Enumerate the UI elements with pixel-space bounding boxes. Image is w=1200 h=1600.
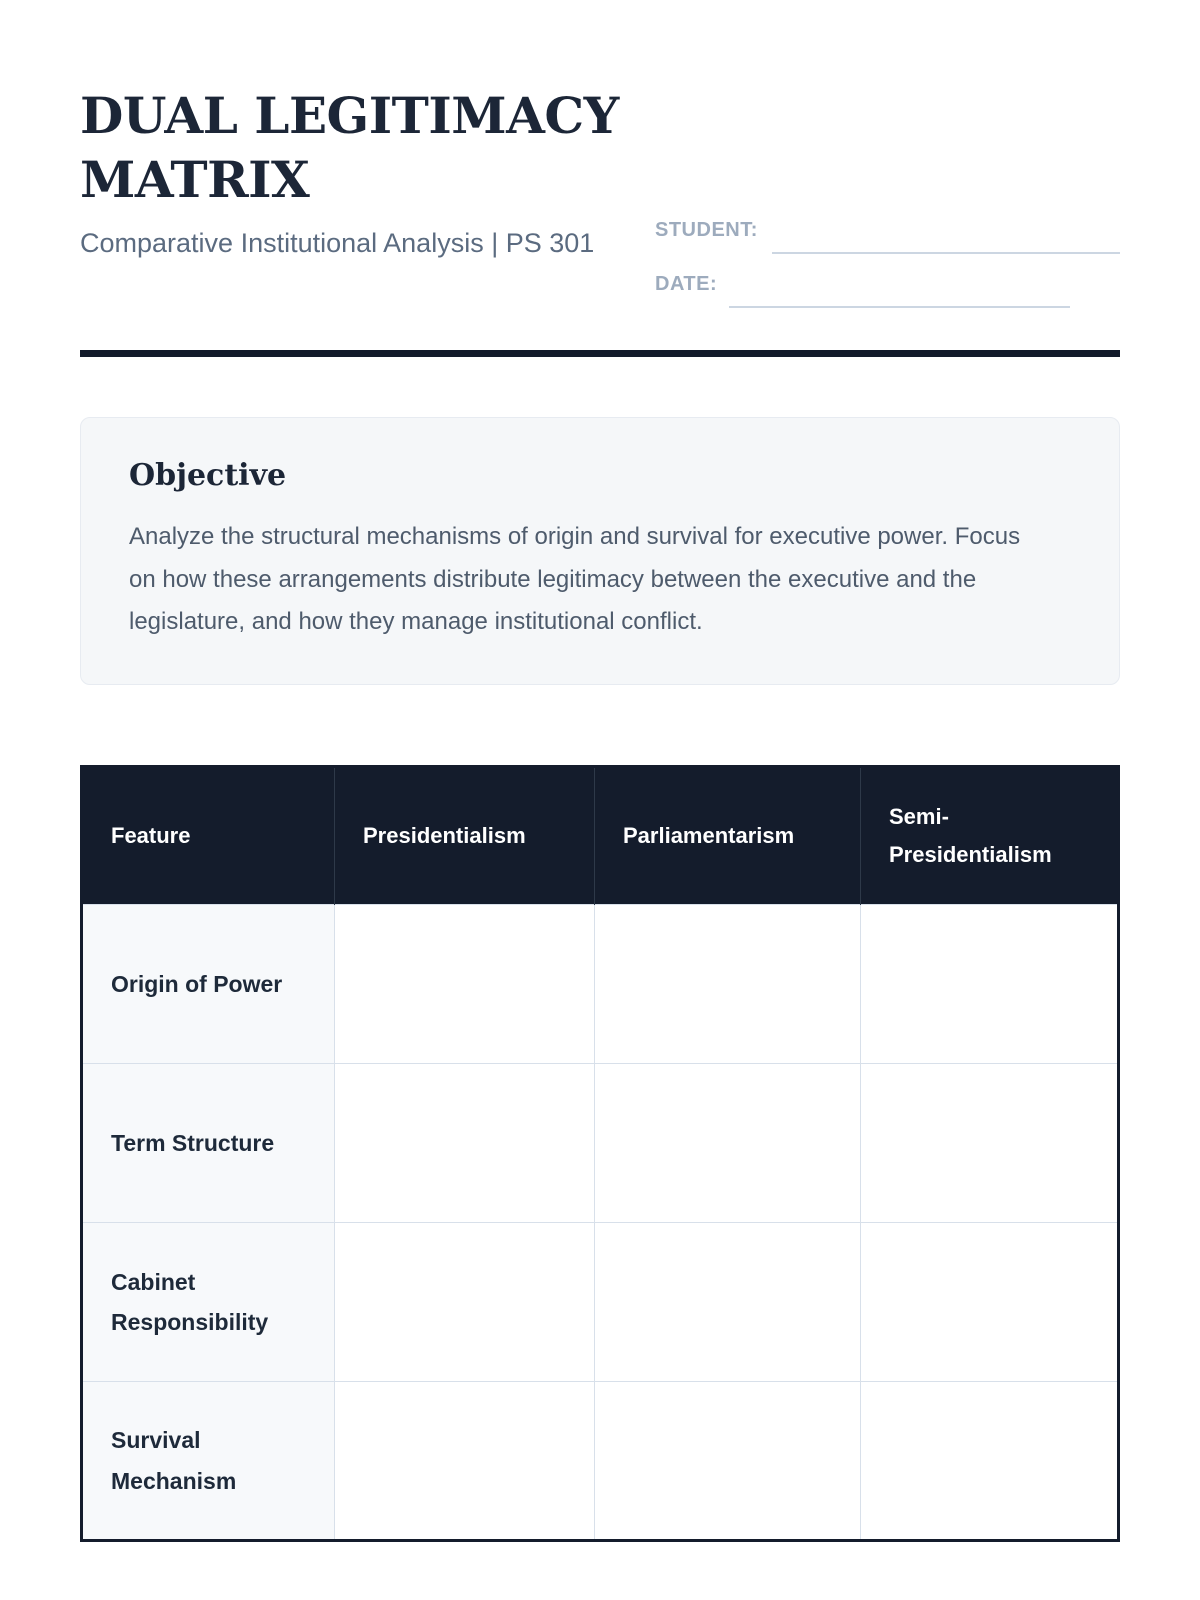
cell-origin-parliamentarism[interactable] — [595, 905, 861, 1064]
table-row-origin-of-power — [82, 905, 1119, 1064]
cell-survival-parliamentarism[interactable] — [595, 1382, 861, 1541]
date-label: DATE: — [655, 273, 718, 295]
matrix-table — [80, 765, 1120, 1542]
column-header-feature: Feature — [82, 767, 335, 905]
objective-body: Analyze the structural mechanisms of origin and survival for executive power. Focus on how these arrangements distribute legitimacy between the executive and the legislature, and how they manage institutional conflict. — [129, 523, 1021, 636]
page-subtitle: Comparative Institutional Analysis | PS 301 — [80, 228, 595, 258]
cell-origin-semi-presidentialism[interactable] — [861, 905, 1119, 1064]
column-header-presidentialism: Presidentialism — [335, 767, 595, 905]
student-label: STUDENT: — [655, 219, 758, 241]
student-input-line[interactable] — [772, 216, 1120, 254]
student-field — [655, 216, 1120, 254]
objective-box — [80, 417, 1120, 685]
name-date-fields — [655, 216, 1120, 324]
table-row-survival-mechanism — [82, 1382, 1119, 1541]
row-label-origin-of-power — [82, 905, 335, 1064]
row-label-text: Cabinet Responsibility — [111, 1268, 269, 1336]
row-label-text: Origin of Power — [111, 971, 283, 998]
cell-origin-presidentialism[interactable] — [335, 905, 595, 1064]
divider-rule — [80, 350, 1120, 357]
row-label-text: Term Structure — [111, 1130, 275, 1157]
row-label-text: Survival Mechanism — [111, 1427, 237, 1494]
date-input-line[interactable] — [729, 270, 1070, 308]
column-header-parliamentarism: Parliamentarism — [595, 767, 861, 905]
worksheet-header — [80, 84, 1120, 324]
cell-term-parliamentarism[interactable] — [595, 1064, 861, 1223]
page-title: DUAL LEGITIMACY MATRIX — [80, 86, 619, 209]
cell-term-semi-presidentialism[interactable] — [861, 1064, 1119, 1223]
row-label-survival-mechanism — [82, 1382, 335, 1541]
cell-survival-presidentialism[interactable] — [335, 1382, 595, 1541]
row-label-cabinet-responsibility — [82, 1223, 335, 1382]
cell-cabinet-presidentialism[interactable] — [335, 1223, 595, 1382]
title-block — [80, 84, 628, 324]
table-row-cabinet-responsibility — [82, 1223, 1119, 1382]
objective-heading: Objective — [129, 458, 287, 493]
matrix-table-header — [82, 767, 1119, 905]
row-label-term-structure — [82, 1064, 335, 1223]
cell-survival-semi-presidentialism[interactable] — [861, 1382, 1119, 1541]
cell-cabinet-parliamentarism[interactable] — [595, 1223, 861, 1382]
header-row — [82, 767, 1119, 905]
table-row-term-structure — [82, 1064, 1119, 1223]
date-field — [655, 270, 1120, 308]
cell-cabinet-semi-presidentialism[interactable] — [861, 1223, 1119, 1382]
cell-term-presidentialism[interactable] — [335, 1064, 595, 1223]
column-header-semi-presidentialism: Semi-Presidentialism — [861, 767, 1119, 905]
